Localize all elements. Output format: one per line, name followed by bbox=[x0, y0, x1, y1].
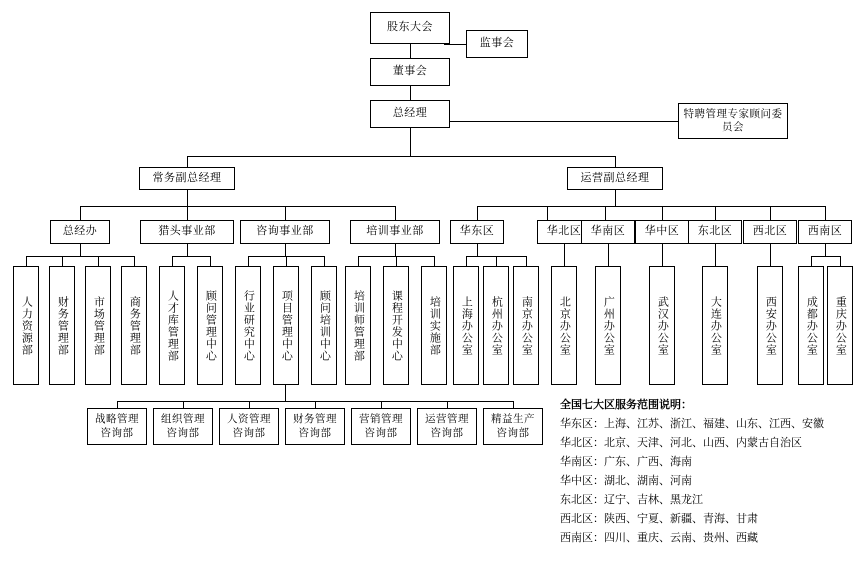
node-trainer-dept[interactable]: 培训师管理部 bbox=[345, 266, 371, 385]
node-marketing-consulting-dept[interactable]: 营销管理咨询部 bbox=[351, 408, 411, 445]
connector bbox=[249, 401, 250, 408]
connector bbox=[395, 244, 396, 256]
connector bbox=[811, 256, 812, 266]
connector bbox=[410, 128, 411, 156]
node-region-north[interactable]: 华北区 bbox=[537, 220, 591, 244]
connector bbox=[840, 256, 841, 266]
connector bbox=[98, 256, 99, 266]
connector bbox=[662, 206, 663, 220]
connector bbox=[825, 244, 826, 256]
connector bbox=[477, 206, 478, 220]
connector bbox=[396, 256, 397, 266]
connector bbox=[605, 206, 606, 220]
connector bbox=[770, 206, 771, 220]
connector bbox=[715, 206, 716, 220]
connector bbox=[315, 401, 316, 408]
connector bbox=[285, 385, 286, 401]
node-office-hangzhou[interactable]: 杭州办公室 bbox=[483, 266, 509, 385]
node-consult-training-center[interactable]: 顾问培训中心 bbox=[311, 266, 337, 385]
connector bbox=[615, 190, 616, 206]
node-office-dalian[interactable]: 大连办公室 bbox=[702, 266, 728, 385]
node-office-shanghai[interactable]: 上海办公室 bbox=[453, 266, 479, 385]
connector bbox=[172, 256, 210, 257]
connector bbox=[324, 256, 325, 266]
node-office-guangzhou[interactable]: 广州办公室 bbox=[595, 266, 621, 385]
connector bbox=[477, 206, 825, 207]
node-region-south[interactable]: 华南区 bbox=[581, 220, 635, 244]
node-exec-vice-gm[interactable]: 常务副总经理 bbox=[139, 167, 235, 190]
legend-row-east: 华东区：上海、江苏、浙江、福建、山东、江西、安徽 bbox=[560, 418, 824, 430]
connector bbox=[183, 401, 184, 408]
node-board[interactable]: 董事会 bbox=[370, 58, 450, 86]
connector bbox=[526, 256, 527, 266]
node-training-impl-dept[interactable]: 培训实施部 bbox=[421, 266, 447, 385]
node-talent-pool-dept[interactable]: 人才库管理部 bbox=[159, 266, 185, 385]
node-region-east[interactable]: 华东区 bbox=[450, 220, 504, 244]
connector bbox=[80, 206, 395, 207]
node-general-manager[interactable]: 总经理 bbox=[370, 100, 450, 128]
connector bbox=[564, 244, 565, 266]
node-supervisors[interactable]: 监事会 bbox=[466, 30, 528, 58]
legend-row-north: 华北区：北京、天津、河北、山西、内蒙古自治区 bbox=[560, 437, 802, 449]
connector bbox=[513, 401, 514, 408]
connector bbox=[445, 121, 678, 122]
connector bbox=[134, 256, 135, 266]
node-finance-consulting-dept[interactable]: 财务管理咨询部 bbox=[285, 408, 345, 445]
legend-row-central: 华中区：湖北、湖南、河南 bbox=[560, 475, 692, 487]
node-project-mgmt-center[interactable]: 项目管理中心 bbox=[273, 266, 299, 385]
connector bbox=[395, 206, 396, 220]
connector bbox=[172, 256, 173, 266]
connector bbox=[187, 156, 188, 167]
legend bbox=[560, 396, 824, 548]
connector bbox=[447, 401, 448, 408]
node-gm-office[interactable]: 总经办 bbox=[50, 220, 110, 244]
connector bbox=[187, 206, 188, 220]
node-region-northeast[interactable]: 东北区 bbox=[688, 220, 742, 244]
node-finance-dept[interactable]: 财务管理部 bbox=[49, 266, 75, 385]
connector bbox=[210, 256, 211, 266]
connector bbox=[615, 156, 616, 167]
connector bbox=[26, 256, 134, 257]
node-org-consulting-dept[interactable]: 组织管理咨询部 bbox=[153, 408, 213, 445]
node-region-northwest[interactable]: 西北区 bbox=[743, 220, 797, 244]
node-advisory-committee[interactable]: 特聘管理专家顾问委员会 bbox=[678, 103, 788, 139]
connector bbox=[187, 244, 188, 256]
node-ops-consulting-dept[interactable]: 运营管理咨询部 bbox=[417, 408, 477, 445]
node-consulting-division[interactable]: 咨询事业部 bbox=[240, 220, 330, 244]
connector bbox=[117, 401, 118, 408]
node-office-xian[interactable]: 西安办公室 bbox=[757, 266, 783, 385]
legend-row-south: 华南区：广东、广西、海南 bbox=[560, 456, 692, 468]
connector bbox=[662, 244, 663, 266]
node-course-dev-center[interactable]: 课程开发中心 bbox=[383, 266, 409, 385]
connector bbox=[434, 256, 435, 266]
connector bbox=[187, 156, 615, 157]
node-business-dept[interactable]: 商务管理部 bbox=[121, 266, 147, 385]
connector bbox=[80, 206, 81, 220]
node-office-beijing[interactable]: 北京办公室 bbox=[551, 266, 577, 385]
connector bbox=[358, 256, 359, 266]
node-region-southwest[interactable]: 西南区 bbox=[798, 220, 852, 244]
node-office-chengdu[interactable]: 成都办公室 bbox=[798, 266, 824, 385]
node-hr-dept[interactable]: 人力资源部 bbox=[13, 266, 39, 385]
node-office-nanjing[interactable]: 南京办公室 bbox=[513, 266, 539, 385]
legend-row-northeast: 东北区：辽宁、吉林、黑龙江 bbox=[560, 494, 703, 506]
connector bbox=[444, 44, 466, 45]
legend-row-northwest: 西北区：陕西、宁夏、新疆、青海、甘肃 bbox=[560, 513, 758, 525]
node-people-consulting-dept[interactable]: 人资管理咨询部 bbox=[219, 408, 279, 445]
connector bbox=[80, 244, 81, 256]
connector bbox=[248, 256, 249, 266]
node-ops-vice-gm[interactable]: 运营副总经理 bbox=[567, 167, 663, 190]
connector bbox=[496, 256, 497, 266]
connector bbox=[547, 206, 548, 220]
connector bbox=[286, 256, 287, 266]
connector bbox=[285, 206, 286, 220]
connector bbox=[811, 256, 840, 257]
node-office-wuhan[interactable]: 武汉办公室 bbox=[649, 266, 675, 385]
connector bbox=[26, 256, 27, 266]
node-lean-consulting-dept[interactable]: 精益生产咨询部 bbox=[483, 408, 543, 445]
node-region-central[interactable]: 华中区 bbox=[635, 220, 689, 244]
node-industry-research-center[interactable]: 行业研究中心 bbox=[235, 266, 261, 385]
node-consultant-center[interactable]: 顾问管理中心 bbox=[197, 266, 223, 385]
legend-row-southwest: 西南区：四川、重庆、云南、贵州、西藏 bbox=[560, 532, 758, 544]
connector bbox=[825, 206, 826, 220]
connector bbox=[608, 244, 609, 266]
connector bbox=[466, 256, 467, 266]
node-market-dept[interactable]: 市场管理部 bbox=[85, 266, 111, 385]
node-shareholders[interactable]: 股东大会 bbox=[370, 12, 450, 44]
node-training-division[interactable]: 培训事业部 bbox=[350, 220, 440, 244]
connector bbox=[285, 244, 286, 256]
connector bbox=[187, 190, 188, 206]
connector bbox=[770, 244, 771, 266]
node-strategy-consulting-dept[interactable]: 战略管理咨询部 bbox=[87, 408, 147, 445]
connector bbox=[477, 244, 478, 256]
node-office-chongqing[interactable]: 重庆办公室 bbox=[827, 266, 853, 385]
connector bbox=[715, 244, 716, 266]
connector bbox=[62, 256, 63, 266]
legend-title: 全国七大区服务范围说明： bbox=[560, 399, 692, 411]
node-headhunting-division[interactable]: 猎头事业部 bbox=[140, 220, 234, 244]
connector bbox=[381, 401, 382, 408]
